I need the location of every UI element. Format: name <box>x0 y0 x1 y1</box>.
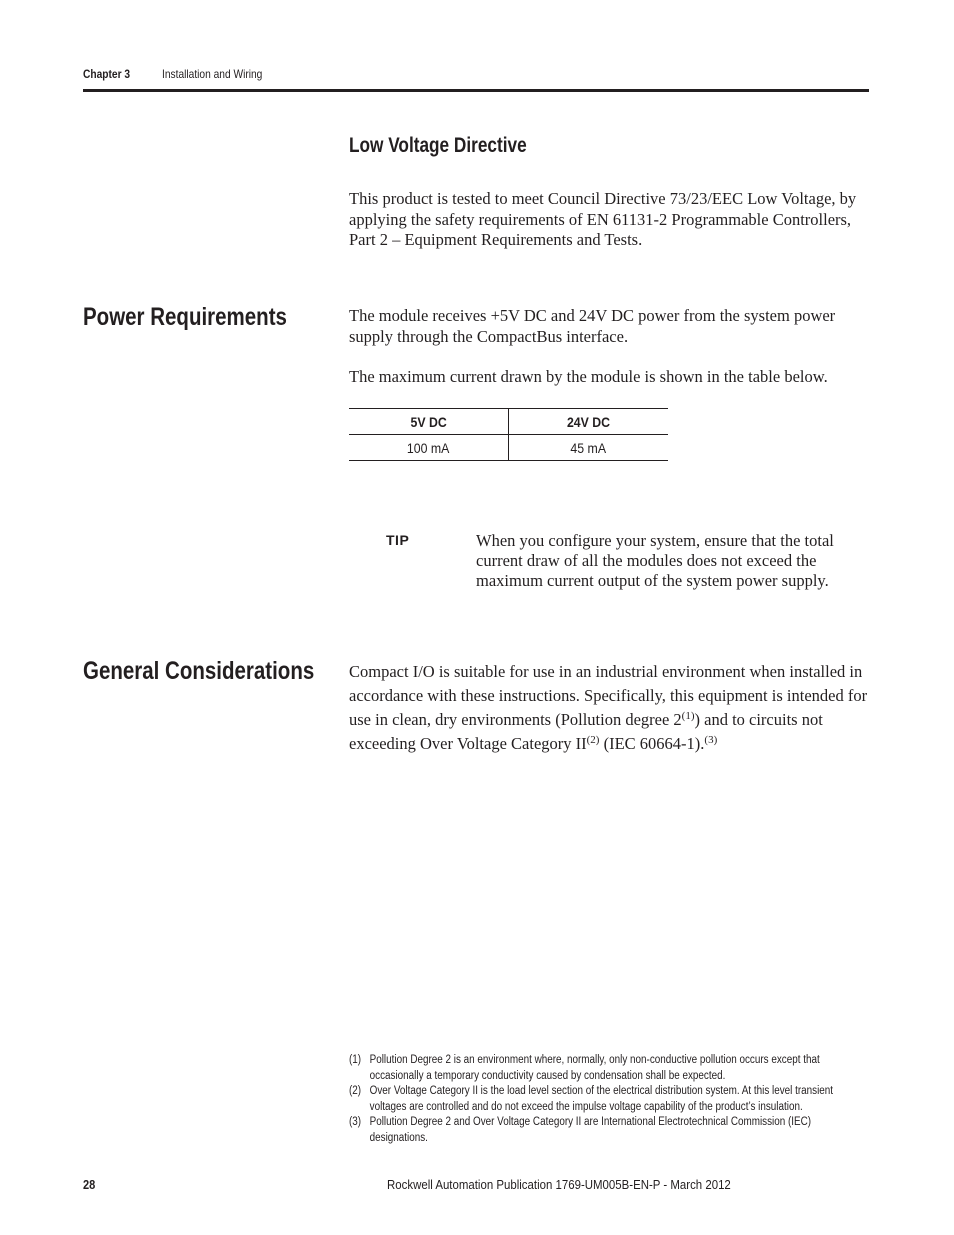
power-table <box>349 408 668 461</box>
table-header-24v: 24V DC <box>509 409 669 435</box>
footnotes: (1) Pollution Degree 2 is an environment where, normally, only non-conductive pollution occurs except that occasionally a temporary conductivity caused by condensation shall be expected. (2) Over Voltage Category II is the load level section of the electrical distribution system. At this level transient voltages are controlled and do not exceed the impulse voltage capability of the product’s insulation. (3) Pollution Degree 2 and Over Voltage Category II are International Electrotechnical Commission (IEC) designations. <box>349 1054 834 1144</box>
footnote-ref-2[interactable]: (2) <box>586 734 600 746</box>
table-cell-5v: 100 mA <box>349 435 509 461</box>
tip-label: TIP <box>386 532 410 548</box>
table-row <box>349 435 668 461</box>
table-cell-24v: 45 mA <box>509 435 669 461</box>
chapter-label: Chapter 3 <box>83 67 131 81</box>
power-requirements-heading: Power Requirements <box>83 303 287 331</box>
low-voltage-heading: Low Voltage Directive <box>349 134 527 157</box>
page-number: 28 <box>83 1177 96 1192</box>
low-voltage-text: This product is tested to meet Council Directive 73/23/EEC Low Voltage, by applying the safety requirements of EN 61131-2 Programmable Controllers, Part 2 – Equipment Requirements and Tests. <box>349 189 857 249</box>
publication-info: Rockwell Automation Publication 1769-UM005B-EN-P - March 2012 <box>387 1177 731 1192</box>
general-text: Compact I/O is suitable for use in an industrial environment when installed in accordance with these instructions. Specifically, this equipment is intended for use in clean, dry environments (Pollution degree 2$^{(1)}$) and to circuits not exceeding Over Voltage Category II$^{(2)}$ (IEC 60664-1).$^{(3)}$ <box>349 662 868 753</box>
table-header-row <box>349 409 668 435</box>
general-considerations-heading: General Considerations <box>83 657 315 685</box>
footnote-ref-3[interactable]: (3) <box>704 734 718 746</box>
tip-text: When you configure your system, ensure that the total current draw of all the modules does not exceed the maximum current output of the system power supply. <box>476 531 834 590</box>
table-header-5v: 5V DC <box>349 409 509 435</box>
power-para-1: The module receives +5V DC and 24V DC power from the system power supply through the CompactBus interface. <box>349 306 836 346</box>
header-rule <box>83 89 869 92</box>
chapter-title: Installation and Wiring <box>162 67 263 81</box>
power-para-2: The maximum current drawn by the module is shown in the table below. <box>349 367 828 386</box>
footnote-ref-1[interactable]: (1) <box>681 710 695 722</box>
